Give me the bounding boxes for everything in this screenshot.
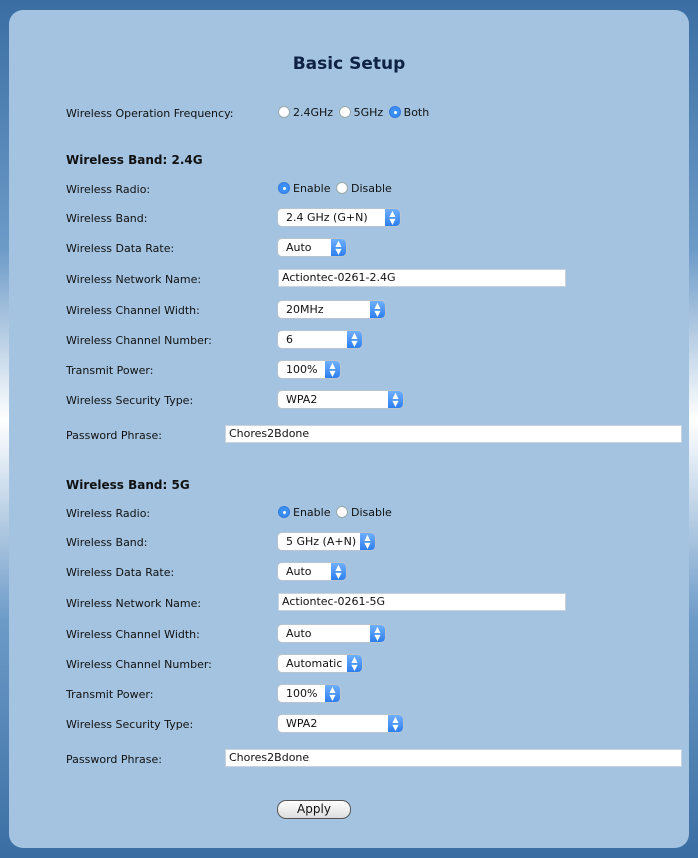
band24-ssid-label: Wireless Network Name:: [66, 273, 202, 286]
chevron-updown-icon: ▲ ▼: [347, 331, 362, 348]
band5-power-select[interactable]: 100% ▲ ▼: [278, 685, 340, 702]
frequency-label: Wireless Operation Frequency:: [66, 107, 234, 120]
chevron-updown-icon: ▲ ▼: [388, 391, 403, 408]
band5-security-select[interactable]: WPA2 ▲ ▼: [278, 715, 403, 732]
band24-password-input[interactable]: Chores2Bdone: [225, 425, 682, 443]
band5-ssid-input[interactable]: Actiontec-0261-5G: [278, 593, 566, 611]
band24-power-label: Transmit Power:: [66, 364, 154, 377]
chevron-updown-icon: ▲ ▼: [331, 563, 346, 580]
chevron-updown-icon: ▲ ▼: [388, 715, 403, 732]
band5-enable-radio[interactable]: [278, 506, 290, 518]
band24-enable-radio[interactable]: [278, 182, 290, 194]
band24-channel-label: Wireless Channel Number:: [66, 334, 212, 347]
band24-security-label: Wireless Security Type:: [66, 394, 194, 407]
band5-width-select[interactable]: Auto ▲ ▼: [278, 625, 385, 642]
band5-ssid-label: Wireless Network Name:: [66, 597, 202, 610]
radio-5ghz[interactable]: [339, 106, 351, 118]
band24-width-select[interactable]: 20MHz ▲ ▼: [278, 301, 385, 318]
band5-power-label: Transmit Power:: [66, 688, 154, 701]
band5-radio-group: Enable Disable: [278, 506, 394, 519]
band24-security-select[interactable]: WPA2 ▲ ▼: [278, 391, 403, 408]
chevron-updown-icon: ▲ ▼: [370, 625, 385, 642]
band5-band-select[interactable]: 5 GHz (A+N) ▲ ▼: [278, 533, 375, 550]
band24-width-label: Wireless Channel Width:: [66, 304, 200, 317]
band5-password-label: Password Phrase:: [66, 753, 162, 766]
apply-button[interactable]: Apply: [277, 800, 351, 819]
page-title: Basic Setup: [292, 54, 406, 74]
band5-disable-radio[interactable]: [336, 506, 348, 518]
chevron-updown-icon: ▲ ▼: [325, 361, 340, 378]
band-5-header: Wireless Band: 5G: [66, 478, 190, 492]
band5-rate-select[interactable]: Auto ▲ ▼: [278, 563, 346, 580]
band24-radio-label: Wireless Radio:: [66, 183, 151, 196]
band-24-header: Wireless Band: 2.4G: [66, 153, 203, 167]
band24-ssid-input[interactable]: Actiontec-0261-2.4G: [278, 269, 566, 287]
band24-password-label: Password Phrase:: [66, 429, 162, 442]
chevron-updown-icon: ▲ ▼: [347, 655, 362, 672]
band24-rate-select[interactable]: Auto ▲ ▼: [278, 239, 346, 256]
band24-rate-label: Wireless Data Rate:: [66, 242, 175, 255]
band5-security-label: Wireless Security Type:: [66, 718, 194, 731]
chevron-updown-icon: ▲ ▼: [370, 301, 385, 318]
radio-both[interactable]: [389, 106, 401, 118]
band5-password-input[interactable]: Chores2Bdone: [225, 749, 682, 767]
band24-band-label: Wireless Band:: [66, 212, 148, 225]
band5-radio-label: Wireless Radio:: [66, 507, 151, 520]
band24-band-select[interactable]: 2.4 GHz (G+N) ▲ ▼: [278, 209, 400, 226]
chevron-updown-icon: ▲ ▼: [325, 685, 340, 702]
band24-disable-radio[interactable]: [336, 182, 348, 194]
chevron-updown-icon: ▲ ▼: [360, 533, 375, 550]
band24-channel-select[interactable]: 6 ▲ ▼: [278, 331, 362, 348]
band5-band-label: Wireless Band:: [66, 536, 148, 549]
band24-power-select[interactable]: 100% ▲ ▼: [278, 361, 340, 378]
radio-2-4ghz[interactable]: [278, 106, 290, 118]
band24-radio-group: Enable Disable: [278, 182, 394, 195]
frequency-radio-group: 2.4GHz 5GHz Both: [278, 106, 431, 119]
band5-width-label: Wireless Channel Width:: [66, 628, 200, 641]
band5-channel-select[interactable]: Automatic ▲ ▼: [278, 655, 362, 672]
band5-rate-label: Wireless Data Rate:: [66, 566, 175, 579]
chevron-updown-icon: ▲ ▼: [331, 239, 346, 256]
chevron-updown-icon: ▲ ▼: [385, 209, 400, 226]
band5-channel-label: Wireless Channel Number:: [66, 658, 212, 671]
